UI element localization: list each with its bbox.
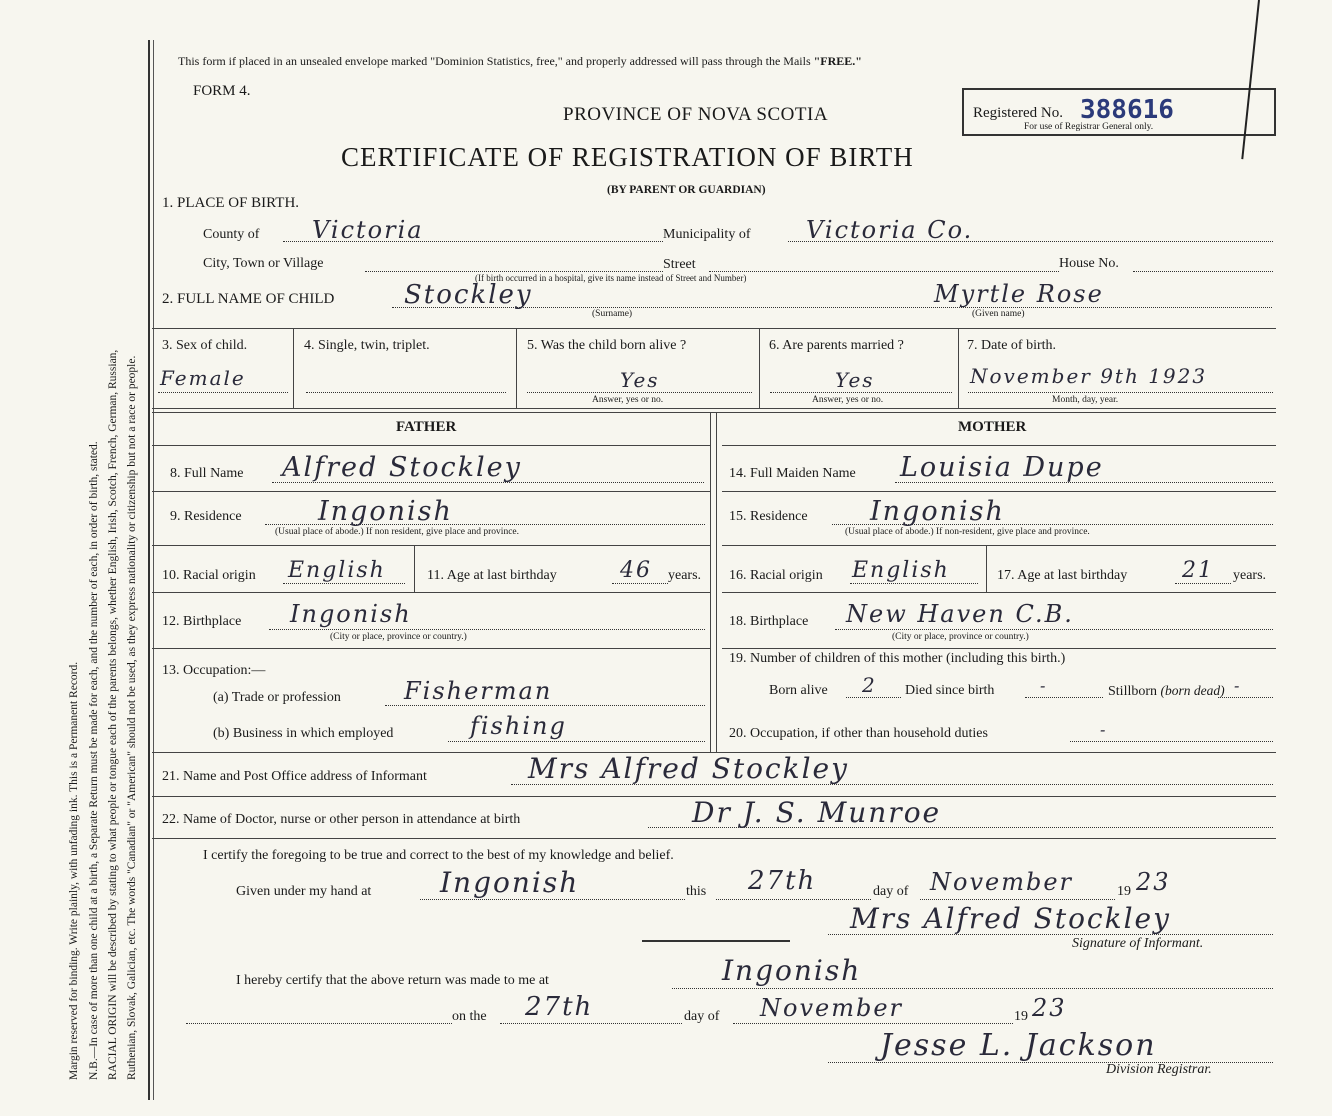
alive-label: 5. Was the child born alive ? — [527, 338, 687, 353]
registrar-month: November — [760, 994, 904, 1022]
house-label: House No. — [1059, 256, 1119, 271]
registered-box — [962, 88, 1276, 136]
business-value: fishing — [470, 712, 567, 740]
margin-rule-inner — [153, 40, 154, 1100]
business-label: (b) Business in which employed — [213, 726, 394, 741]
margin-line-2: N.B.—In case of more than one child at a birth, a Separate Return must be made for each, and the number of each, in order of birth, stated. — [88, 441, 100, 1080]
certificate-title: CERTIFICATE OF REGISTRATION OF BIRTH — [341, 142, 914, 172]
given-day-of-label: day of — [873, 884, 909, 899]
married-value: Yes — [835, 368, 875, 392]
certify-statement: I certify the foregoing to be true and correct to the best of my knowledge and belief. — [203, 848, 674, 863]
alive-caption: Answer, yes or no. — [592, 395, 664, 405]
given-label: Given under my hand at — [236, 884, 372, 899]
father-heading: FATHER — [396, 419, 457, 435]
father-occupation-label: 13. Occupation:— — [162, 663, 266, 678]
mother-birthplace-value: New Haven C.B. — [846, 600, 1074, 628]
father-residence-note: (Usual place of abode.) If non resident, give place and province. — [275, 527, 519, 537]
registrar-place: Ingonish — [722, 954, 862, 987]
given-day: 27th — [748, 866, 817, 896]
mother-racial-label: 16. Racial origin — [729, 568, 823, 583]
married-label: 6. Are parents married ? — [769, 338, 904, 353]
father-birthplace-value: Ingonish — [290, 600, 412, 628]
given-month: November — [930, 868, 1074, 896]
hospital-note: (If birth occurred in a hospital, give its name instead of Street and Number) — [475, 273, 747, 283]
registrar-year: 23 — [1032, 994, 1067, 1022]
father-name-label: 8. Full Name — [170, 466, 244, 481]
margin-rule — [148, 40, 150, 1100]
father-residence-label: 9. Residence — [170, 509, 242, 524]
date-label: 7. Date of birth. — [967, 338, 1057, 353]
margin-line-1: Margin reserved for binding. Write plainly, with unfading ink. This is a Permanent Record. — [68, 661, 80, 1080]
registrar-day: 27th — [525, 992, 594, 1022]
given-year-prefix: 19 — [1117, 884, 1131, 899]
given-year: 23 — [1136, 868, 1171, 896]
trade-label: (a) Trade or profession — [213, 690, 341, 705]
given-place: Ingonish — [440, 866, 580, 899]
father-birthplace-label: 12. Birthplace — [162, 614, 242, 629]
died-label: Died since birth — [905, 683, 995, 698]
certificate-subtitle: (BY PARENT OR GUARDIAN) — [607, 184, 766, 196]
child-name-label: 2. FULL NAME OF CHILD — [162, 291, 335, 307]
mother-heading: MOTHER — [958, 419, 1027, 435]
date-value: November 9th 1923 — [970, 364, 1208, 388]
sex-value: Female — [160, 366, 246, 390]
doctor-label: 22. Name of Doctor, nurse or other person in attendance at birth — [162, 812, 521, 827]
father-racial-value: English — [288, 558, 386, 583]
mother-age-label: 17. Age at last birthday — [997, 568, 1128, 583]
mother-children-label: 19. Number of children of this mother (including this birth.) — [729, 651, 1066, 666]
born-alive-label: Born alive — [769, 683, 828, 698]
mother-occupation-label: 20. Occupation, if other than household duties — [729, 726, 988, 741]
informant-value: Mrs Alfred Stockley — [528, 752, 849, 785]
margin-line-4: Ruthenian, Slovak, Galician, etc. The words "Canadian" or "American" should not be used, as they express nationality or citizenship but not a race or people. — [126, 355, 138, 1080]
mother-birthplace-note: (City or place, province or country.) — [892, 632, 1029, 642]
father-age-label: 11. Age at last birthday — [427, 568, 557, 583]
father-name-value: Alfred Stockley — [282, 452, 522, 483]
father-birthplace-note: (City or place, province or country.) — [330, 632, 467, 642]
doctor-value: Dr J. S. Munroe — [692, 796, 942, 829]
mother-birthplace-label: 18. Birthplace — [729, 614, 809, 629]
separator-rule — [642, 940, 790, 942]
mail-notice: This form if placed in an unsealed envelope marked "Dominion Statistics, free," and properly addressed will pass through the Mails "FREE." — [178, 54, 862, 68]
died-value: - — [1040, 676, 1048, 695]
child-surname: Stockley — [404, 280, 533, 310]
registered-number: 388616 — [1080, 95, 1174, 125]
registrar-signature: Jesse L. Jackson — [880, 1028, 1157, 1063]
surname-caption: (Surname) — [592, 309, 633, 319]
on-the-label: on the — [452, 1009, 487, 1024]
margin-notes — [0, 0, 150, 1116]
form-number: FORM 4. — [193, 83, 251, 99]
mother-residence-note: (Usual place of abode.) If non-resident, give place and province. — [845, 527, 1090, 537]
stillborn-value: - — [1234, 676, 1242, 695]
stillborn-label: Stillborn (born dead) — [1108, 683, 1225, 699]
municipality-label: Municipality of — [663, 227, 751, 242]
father-age-value: 46 — [620, 558, 652, 583]
plurality-label: 4. Single, twin, triplet. — [304, 338, 430, 353]
registrar-day-of-label: day of — [684, 1009, 720, 1024]
father-residence-value: Ingonish — [318, 496, 453, 527]
mother-residence-value: Ingonish — [870, 496, 1005, 527]
father-racial-label: 10. Racial origin — [162, 568, 256, 583]
sex-label: 3. Sex of child. — [162, 338, 248, 353]
child-given-name: Myrtle Rose — [934, 280, 1104, 308]
father-age-unit: years. — [668, 568, 702, 583]
county-label: County of — [203, 227, 260, 242]
trade-value: Fisherman — [404, 677, 553, 705]
informant-signature: Mrs Alfred Stockley — [850, 902, 1171, 935]
registrar-note: For use of Registrar General only. — [1024, 122, 1154, 132]
place-section-label: 1. PLACE OF BIRTH. — [162, 195, 300, 211]
margin-line-3: RACIAL ORIGIN will be described by stating to what people or tongue each of the parents belongs, whether English, Irish, Scotch, French, German, Russian, — [107, 349, 119, 1080]
mother-age-value: 21 — [1182, 558, 1214, 583]
registrar-caption: Division Registrar. — [1106, 1062, 1212, 1077]
registrar-statement: I hereby certify that the above return was made to me at — [236, 973, 549, 988]
street-label: Street — [663, 257, 696, 272]
signature-caption: Signature of Informant. — [1072, 936, 1204, 951]
municipality-value: Victoria Co. — [806, 216, 974, 244]
mother-residence-label: 15. Residence — [729, 509, 808, 524]
registered-label: Registered No. — [973, 105, 1063, 121]
mother-name-label: 14. Full Maiden Name — [729, 466, 856, 481]
mother-racial-value: English — [852, 558, 950, 583]
city-label: City, Town or Village — [203, 256, 324, 271]
this-label: this — [686, 884, 707, 899]
mother-name-value: Louisia Dupe — [900, 452, 1104, 483]
registrar-year-prefix: 19 — [1014, 1009, 1028, 1024]
county-value: Victoria — [312, 216, 424, 244]
mother-age-unit: years. — [1233, 568, 1267, 583]
given-caption: (Given name) — [972, 309, 1025, 319]
born-alive-value: 2 — [862, 673, 877, 697]
mother-occupation-value: - — [1100, 720, 1108, 739]
date-caption: Month, day, year. — [1052, 395, 1119, 405]
province-heading: PROVINCE OF NOVA SCOTIA — [563, 104, 829, 125]
informant-label: 21. Name and Post Office address of Informant — [162, 769, 427, 784]
alive-value: Yes — [620, 368, 660, 392]
married-caption: Answer, yes or no. — [812, 395, 884, 405]
